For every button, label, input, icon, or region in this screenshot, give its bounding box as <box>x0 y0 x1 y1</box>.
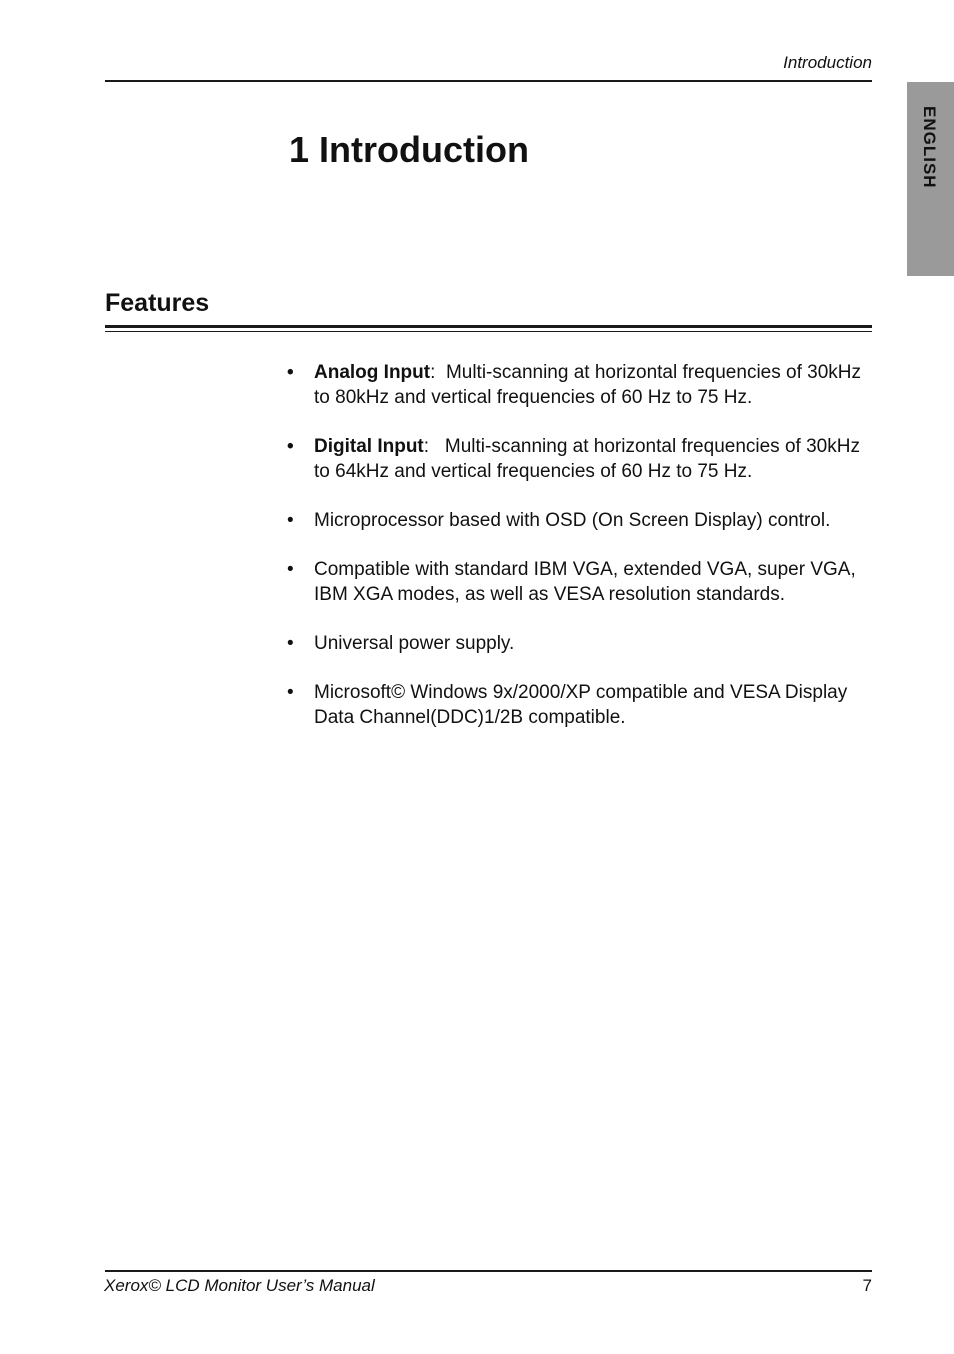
section-heading: Features <box>105 289 210 317</box>
feature-text: Microprocessor based with OSD (On Screen Display) control. <box>314 510 831 531</box>
feature-term: Digital Input <box>314 436 424 457</box>
feature-text: Compatible with standard IBM VGA, extended VGA, super VGA, IBM XGA modes, as well as VESA resolution standards. <box>314 559 856 605</box>
page-number: 7 <box>862 1276 872 1295</box>
footer-rule <box>105 1270 872 1272</box>
feature-text: Universal power supply. <box>314 633 515 654</box>
feature-list <box>287 360 877 754</box>
running-header: Introduction <box>783 53 872 72</box>
header-rule <box>105 80 872 82</box>
language-tab-label: ENGLISH <box>920 106 939 189</box>
bullet: • <box>287 436 294 457</box>
section-rule-thin <box>105 331 872 332</box>
bullet: • <box>287 633 294 654</box>
feature-text: Multi-scanning at horizontal frequencies of 30kHz to 80kHz and vertical frequencies of 60 Hz to 75 Hz. <box>314 362 861 408</box>
feature-item-microprocessor <box>287 508 877 533</box>
feature-item-digital-input <box>287 434 877 484</box>
bullet: • <box>287 510 294 531</box>
feature-item-analog-input <box>287 360 877 410</box>
feature-separator: : <box>423 436 445 457</box>
bullet: • <box>287 682 294 703</box>
bullet: • <box>287 362 294 383</box>
feature-term: Analog Input <box>314 362 431 383</box>
feature-separator: : <box>430 362 446 383</box>
language-tab <box>907 82 954 276</box>
feature-item-compatibility <box>287 557 877 607</box>
feature-item-power-supply <box>287 631 877 656</box>
bullet: • <box>287 559 294 580</box>
chapter-title: 1 Introduction <box>289 129 529 170</box>
feature-text: Multi-scanning at horizontal frequencies of 30kHz to 64kHz and vertical frequencies of 60 Hz to 75 Hz. <box>314 436 860 482</box>
feature-item-windows-ddc <box>287 680 877 730</box>
section-rule-thick <box>105 325 872 328</box>
feature-text: Microsoft© Windows 9x/2000/XP compatible and VESA Display Data Channel(DDC)1/2B compatible. <box>314 682 848 728</box>
footer-manual-title: Xerox© LCD Monitor User’s Manual <box>104 1276 375 1295</box>
